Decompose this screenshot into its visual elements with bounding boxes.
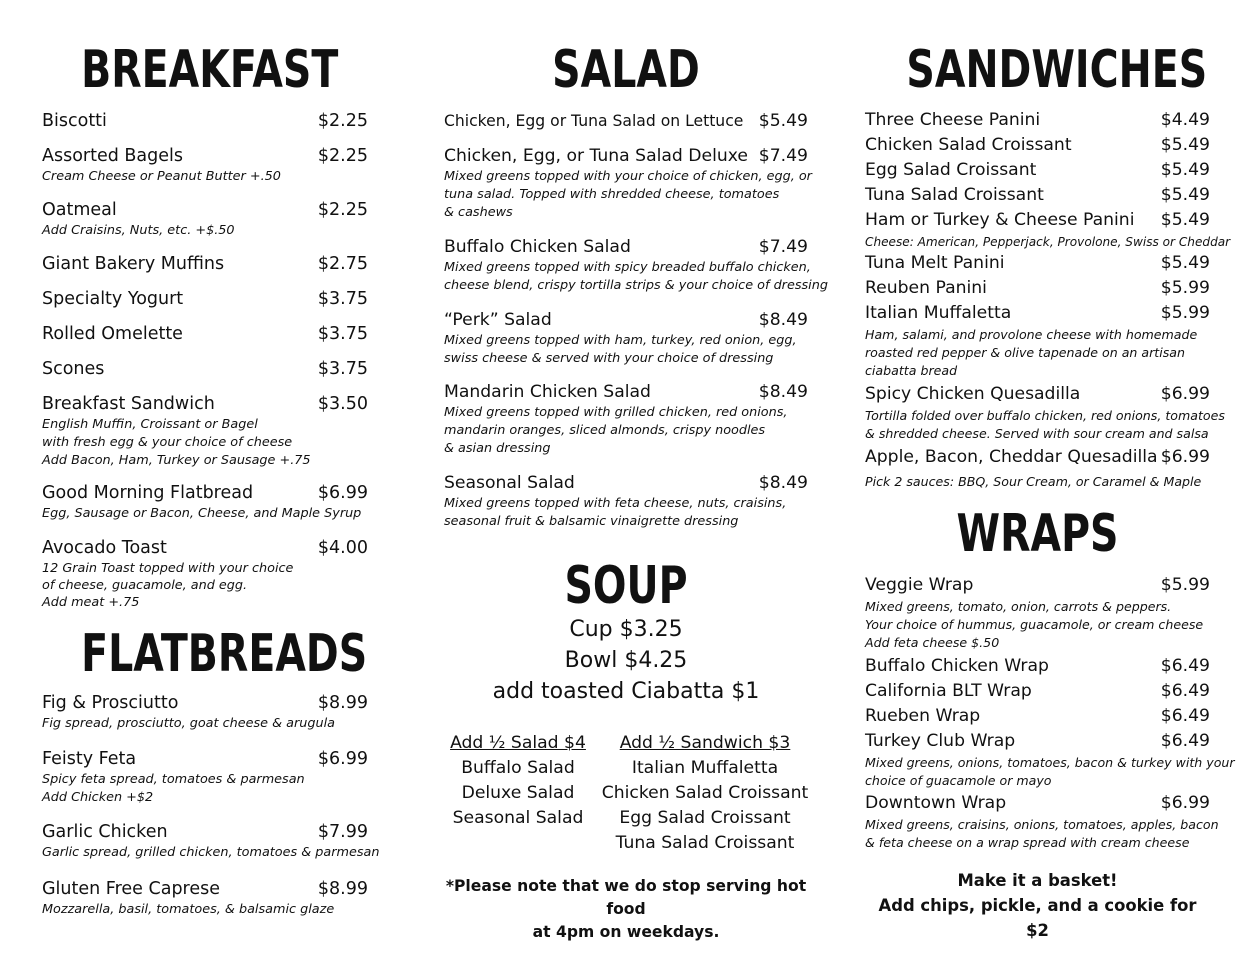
item-description: Mixed greens, tomato, onion, carrots & peppers. xyxy=(865,599,1172,614)
item-description: Ham, salami, and provolone cheese with homemade xyxy=(865,327,1198,342)
list-item: Italian Muffaletta xyxy=(631,758,779,778)
menu-item xyxy=(865,382,1225,443)
list-item: Chicken Salad Croissant xyxy=(601,783,809,803)
menu-item xyxy=(42,481,368,523)
item-description: Add meat +.75 xyxy=(42,595,140,610)
item-name: Oatmeal xyxy=(42,200,117,220)
item-price: $5.49 xyxy=(758,111,808,131)
item-price: $6.99 xyxy=(1160,447,1210,467)
item-description: tuna salad. Topped with shredded cheese, tomatoes xyxy=(444,187,780,202)
note-line: at 4pm on weekdays. xyxy=(532,923,720,941)
menu-item xyxy=(42,252,368,276)
menu-item xyxy=(865,251,1210,276)
item-description: ciabatta bread xyxy=(865,363,958,378)
item-name: Buffalo Chicken Wrap xyxy=(865,656,1049,676)
item-description: Mixed greens, craisins, onions, tomatoes, apples, bacon xyxy=(865,817,1219,832)
menu-item xyxy=(865,704,1210,729)
item-price: $3.75 xyxy=(317,324,368,344)
item-name: Avocado Toast xyxy=(42,538,167,558)
half-sandwich-header: Add ½ Sandwich $3 xyxy=(619,733,791,753)
menu-item xyxy=(865,133,1210,158)
item-price: $5.99 xyxy=(1160,303,1210,323)
item-description: Egg, Sausage or Bacon, Cheese, and Maple Syrup xyxy=(42,506,362,521)
menu-item xyxy=(865,158,1210,183)
item-price: $8.99 xyxy=(317,693,368,713)
item-description: Mixed greens topped with spicy breaded buffalo chicken, xyxy=(444,260,811,275)
item-name: Chicken, Egg or Tuna Salad on Lettuce xyxy=(444,112,744,130)
item-price: $5.99 xyxy=(1160,278,1210,298)
item-name: Specialty Yogurt xyxy=(42,289,184,309)
item-price: $5.49 xyxy=(1160,253,1210,273)
item-price: $2.75 xyxy=(317,254,368,274)
soup-ciabatta-addon: add toasted Ciabatta $1 xyxy=(492,679,760,704)
item-description: choice of guacamole or mayo xyxy=(865,773,1052,788)
menu-item xyxy=(42,322,368,346)
item-name: Rolled Omelette xyxy=(42,324,183,344)
list-item: Deluxe Salad xyxy=(461,783,575,803)
item-name: Veggie Wrap xyxy=(865,575,974,595)
menu-item xyxy=(865,791,1219,852)
half-sandwich-list xyxy=(596,731,814,856)
menu-item xyxy=(42,357,368,381)
basket-offer xyxy=(865,868,1210,943)
item-price: $6.49 xyxy=(1160,681,1210,701)
item-price: $7.49 xyxy=(758,237,808,257)
half-salad-header: Add ½ Salad $4 xyxy=(450,733,586,753)
item-name: Feisty Feta xyxy=(42,749,137,769)
item-name: Breakfast Sandwich xyxy=(42,394,215,414)
item-name: Chicken, Egg, or Tuna Salad Deluxe xyxy=(444,146,748,166)
item-name: Downtown Wrap xyxy=(865,793,1007,813)
item-description: Your choice of hummus, guacamole, or cream cheese xyxy=(865,617,1204,632)
menu-item xyxy=(42,198,368,240)
soup-cup-price: Cup $3.25 xyxy=(569,617,683,642)
menu-item xyxy=(42,109,368,133)
item-price: $3.50 xyxy=(317,394,368,414)
item-description: 12 Grain Toast topped with your choice xyxy=(42,561,294,576)
menu-item xyxy=(865,445,1210,491)
item-description: Garlic spread, grilled chicken, tomatoes & parmesan xyxy=(42,845,380,860)
item-price: $5.49 xyxy=(1160,210,1210,230)
menu-item xyxy=(865,276,1210,301)
item-name: Three Cheese Panini xyxy=(865,110,1041,130)
item-name: Reuben Panini xyxy=(865,278,987,298)
item-name: Tuna Salad Croissant xyxy=(865,185,1044,205)
item-price: $8.49 xyxy=(758,310,808,330)
item-name: Turkey Club Wrap xyxy=(865,731,1016,751)
item-description: with fresh egg & your choice of cheese xyxy=(42,435,293,450)
menu-item xyxy=(865,208,1231,251)
item-description: Mixed greens topped with grilled chicken, red onions, xyxy=(444,405,788,420)
item-name: Giant Bakery Muffins xyxy=(42,254,225,274)
item-description: Tortilla folded over buffalo chicken, red onions, tomatoes xyxy=(865,408,1225,423)
list-item: Tuna Salad Croissant xyxy=(615,833,795,853)
item-description: Mixed greens topped with ham, turkey, red onion, egg, xyxy=(444,333,797,348)
item-description: swiss cheese & served with your choice of dressing xyxy=(444,351,774,366)
item-price: $2.25 xyxy=(317,200,368,220)
item-name: Assorted Bagels xyxy=(42,146,183,166)
item-name: California BLT Wrap xyxy=(865,681,1032,701)
item-price: $6.99 xyxy=(1160,384,1210,404)
item-price: $6.49 xyxy=(1160,656,1210,676)
item-price: $7.49 xyxy=(758,146,808,166)
menu-item xyxy=(865,301,1210,380)
item-name: Mandarin Chicken Salad xyxy=(444,382,651,402)
item-name: Rueben Wrap xyxy=(865,706,981,726)
list-item: Egg Salad Croissant xyxy=(619,808,791,828)
item-description: & feta cheese on a wrap spread with cream cheese xyxy=(865,835,1190,850)
item-price: $6.99 xyxy=(317,483,368,503)
item-description: Mixed greens topped with feta cheese, nuts, craisins, xyxy=(444,496,787,511)
item-price: $2.25 xyxy=(317,111,368,131)
item-description: mandarin oranges, sliced almonds, crispy noodles xyxy=(444,423,766,438)
item-name: Scones xyxy=(42,359,105,379)
item-name: Fig & Prosciutto xyxy=(42,693,179,713)
item-price: $6.49 xyxy=(1160,706,1210,726)
item-name: Biscotti xyxy=(42,111,107,131)
item-name: Seasonal Salad xyxy=(444,473,575,493)
item-description: Cream Cheese or Peanut Butter +.50 xyxy=(42,169,281,184)
item-price: $5.49 xyxy=(1160,135,1210,155)
item-name: Tuna Melt Panini xyxy=(865,253,1005,273)
menu-item xyxy=(444,235,828,295)
item-description: cheese blend, crispy tortilla strips & your choice of dressing xyxy=(444,278,828,293)
basket-details: Add chips, pickle, and a cookie for $2 xyxy=(878,896,1197,940)
menu-item xyxy=(865,654,1210,679)
item-price: $2.25 xyxy=(317,146,368,166)
item-price: $4.00 xyxy=(317,538,368,558)
item-description: & shredded cheese. Served with sour cream and salsa xyxy=(865,426,1209,441)
item-description: & cashews xyxy=(444,205,513,220)
item-description: English Muffin, Croissant or Bagel xyxy=(42,417,258,432)
menu-item xyxy=(42,820,380,862)
item-name: Garlic Chicken xyxy=(42,822,168,842)
item-name: Apple, Bacon, Cheddar Quesadilla xyxy=(865,447,1158,467)
list-item: Buffalo Salad xyxy=(461,758,575,778)
item-price: $6.99 xyxy=(1160,793,1210,813)
item-description: seasonal fruit & balsamic vinaigrette dressing xyxy=(444,514,739,529)
item-name: Buffalo Chicken Salad xyxy=(444,237,631,257)
item-description: Add Chicken +$2 xyxy=(42,790,154,805)
item-description: Fig spread, prosciutto, goat cheese & arugula xyxy=(42,716,335,731)
item-price: $3.75 xyxy=(317,359,368,379)
item-price: $5.49 xyxy=(1160,185,1210,205)
item-description: Add feta cheese $.50 xyxy=(865,635,1000,650)
item-price: $5.49 xyxy=(1160,160,1210,180)
item-price: $4.49 xyxy=(1160,110,1210,130)
item-name: Good Morning Flatbread xyxy=(42,483,254,503)
soup-bowl-price: Bowl $4.25 xyxy=(564,648,688,673)
menu-item xyxy=(865,183,1210,208)
item-price: $8.49 xyxy=(758,382,808,402)
item-price: $6.99 xyxy=(317,749,368,769)
menu-item xyxy=(865,679,1210,704)
item-description: Mozzarella, basil, tomatoes, & balsamic glaze xyxy=(42,902,335,917)
menu-item xyxy=(444,308,808,368)
menu-item xyxy=(444,144,812,222)
item-description: Mixed greens, onions, tomatoes, bacon & turkey with your xyxy=(865,755,1235,770)
item-name: Chicken Salad Croissant xyxy=(865,135,1072,155)
menu-item xyxy=(42,392,368,470)
menu-item xyxy=(865,729,1235,790)
item-description: Add Bacon, Ham, Turkey or Sausage +.75 xyxy=(42,453,311,468)
menu-item xyxy=(865,108,1210,133)
item-description: roasted red pepper & olive tapenade on an artisan xyxy=(865,345,1185,360)
item-price: $7.99 xyxy=(317,822,368,842)
item-price: $5.99 xyxy=(1160,575,1210,595)
menu-item xyxy=(865,573,1210,652)
menu-item xyxy=(42,144,368,186)
list-item: Seasonal Salad xyxy=(452,808,584,828)
item-description: Mixed greens topped with your choice of chicken, egg, or xyxy=(444,169,812,184)
item-price: $8.49 xyxy=(758,473,808,493)
wraps-heading: WRAPS xyxy=(956,504,1119,564)
menu-item xyxy=(444,380,808,458)
item-name: “Perk” Salad xyxy=(444,310,552,330)
flatbreads-heading: FLATBREADS xyxy=(81,624,368,684)
menu-item xyxy=(42,287,368,311)
menu-item xyxy=(42,747,368,807)
basket-title: Make it a basket! xyxy=(957,871,1118,890)
breakfast-heading: BREAKFAST xyxy=(81,40,339,100)
item-description: Pick 2 sauces: BBQ, Sour Cream, or Caramel & Maple xyxy=(865,474,1202,489)
item-name: Italian Muffaletta xyxy=(865,303,1012,323)
hot-food-note xyxy=(444,875,808,944)
item-description: Spicy feta spread, tomatoes & parmesan xyxy=(42,772,305,787)
item-price: $3.75 xyxy=(317,289,368,309)
menu-item xyxy=(42,536,368,611)
soup-heading: SOUP xyxy=(564,556,688,616)
salad-heading: SALAD xyxy=(552,40,700,100)
item-price: $6.49 xyxy=(1160,731,1210,751)
item-description: of cheese, guacamole, and egg. xyxy=(42,578,248,593)
item-name: Gluten Free Caprese xyxy=(42,879,221,899)
item-description: & asian dressing xyxy=(444,441,551,456)
menu-item xyxy=(42,877,368,919)
item-price: $8.99 xyxy=(317,879,368,899)
sandwiches-heading: SANDWICHES xyxy=(906,40,1208,100)
item-name: Ham or Turkey & Cheese Panini xyxy=(865,210,1135,230)
menu-item xyxy=(42,691,368,733)
menu-item xyxy=(444,471,808,531)
menu-item xyxy=(444,109,808,133)
item-name: Spicy Chicken Quesadilla xyxy=(865,384,1081,404)
item-description: Cheese: American, Pepperjack, Provolone, Swiss or Cheddar xyxy=(865,235,1231,249)
item-description: Add Craisins, Nuts, etc. +$.50 xyxy=(42,223,235,238)
item-name: Egg Salad Croissant xyxy=(865,160,1037,180)
note-line: *Please note that we do stop serving hot food xyxy=(445,877,807,918)
half-salad-list xyxy=(444,731,592,831)
